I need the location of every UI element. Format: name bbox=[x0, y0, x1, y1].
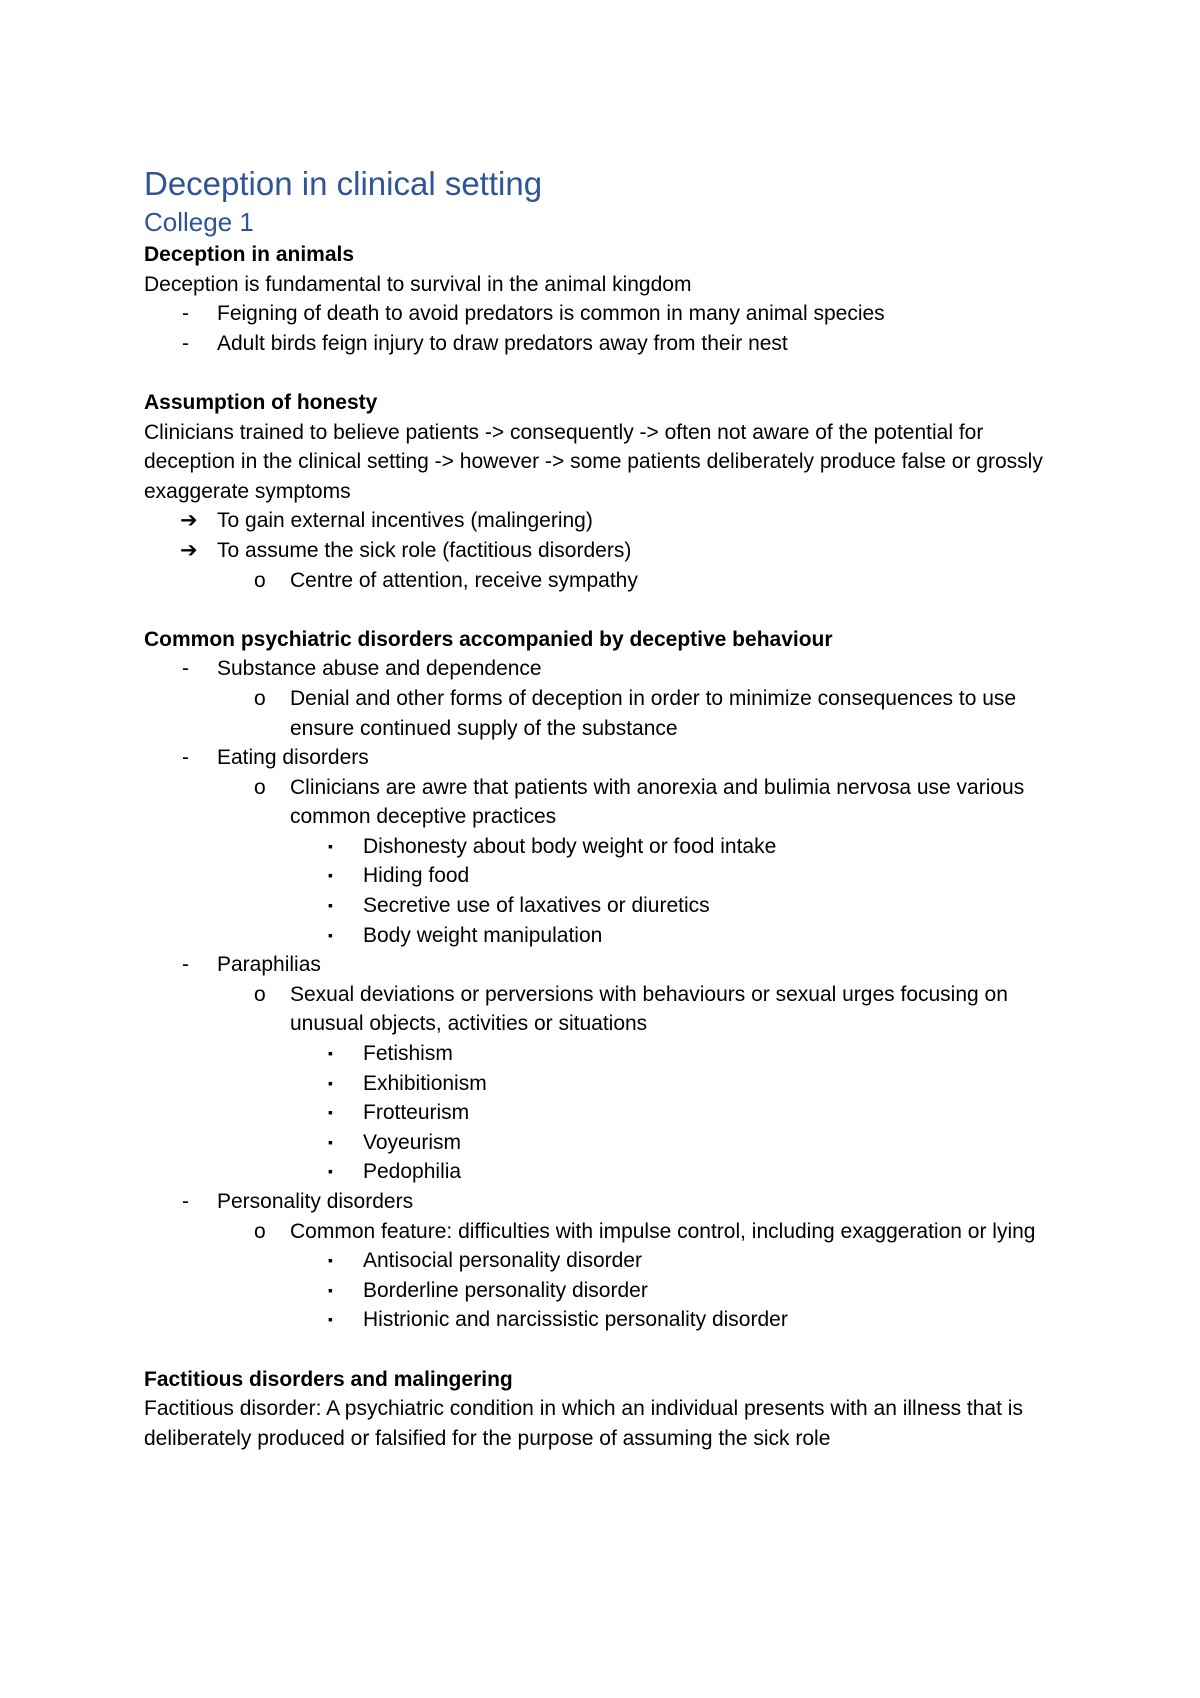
document-content bbox=[144, 164, 1064, 1453]
heading-assumption-of-honesty: Assumption of honesty bbox=[144, 390, 378, 414]
list-item-text: Fetishism bbox=[363, 1042, 453, 1066]
list-item bbox=[144, 1246, 1064, 1276]
list-item bbox=[144, 1217, 1064, 1247]
heading-common-psychiatric-disorders: Common psychiatric disorders accompanied by deceptive behaviour bbox=[144, 627, 833, 651]
list-item-text: Hiding food bbox=[363, 864, 470, 888]
list-item-text: Denial and other forms of deception in order to minimize consequences to use ensure continued supply of the substance bbox=[290, 686, 1017, 740]
list-item-text: Borderline personality disorder bbox=[363, 1278, 648, 1302]
list-item-text: Personality disorders bbox=[217, 1190, 414, 1213]
list-item-text: To gain external incentives (malingering) bbox=[217, 509, 593, 533]
square-marker: ▪ bbox=[328, 897, 333, 914]
list-item bbox=[144, 891, 1064, 921]
list-item bbox=[144, 1069, 1064, 1099]
list-item bbox=[144, 329, 1064, 359]
page-subtitle: College 1 bbox=[144, 207, 254, 237]
list-item-text: Antisocial personality disorder bbox=[363, 1249, 642, 1273]
list-item bbox=[144, 299, 1064, 329]
list-item bbox=[144, 1305, 1064, 1335]
spacer bbox=[144, 595, 1064, 625]
list-item bbox=[144, 743, 1064, 773]
list-item bbox=[144, 773, 1064, 832]
circle-marker: o bbox=[254, 982, 266, 1006]
list-item-text: Frotteurism bbox=[363, 1101, 470, 1125]
list-item-text: Centre of attention, receive sympathy bbox=[290, 568, 638, 592]
circle-marker: o bbox=[254, 568, 266, 592]
list-item-text: Sexual deviations or perversions with behaviours or sexual urges focusing on unusual objects, activities or situations bbox=[290, 982, 1008, 1036]
dash-marker: - bbox=[182, 657, 189, 681]
square-marker: ▪ bbox=[328, 1281, 333, 1298]
animals-intro: Deception is fundamental to survival in the animal kingdom bbox=[144, 272, 692, 296]
dash-marker: - bbox=[182, 746, 189, 770]
dash-marker: - bbox=[182, 953, 189, 977]
square-marker: ▪ bbox=[328, 1074, 333, 1091]
list-item bbox=[144, 1276, 1064, 1306]
list-item bbox=[144, 1039, 1064, 1069]
arrow-icon: ➔ bbox=[180, 538, 198, 562]
factitious-paragraph: Factitious disorder: A psychiatric condition in which an individual presents with an illness that is deliberately produced or falsified for the purpose of assuming the sick role bbox=[144, 1397, 1023, 1450]
page-title: Deception in clinical setting bbox=[144, 165, 543, 202]
list-item-text: To assume the sick role (factitious disorders) bbox=[217, 538, 632, 562]
square-marker: ▪ bbox=[328, 867, 333, 884]
square-marker: ▪ bbox=[328, 926, 333, 943]
list-item bbox=[144, 654, 1064, 684]
list-item-text: Adult birds feign injury to draw predators away from their nest bbox=[217, 331, 788, 355]
list-item-text: Feigning of death to avoid predators is common in many animal species bbox=[217, 302, 885, 326]
list-item bbox=[144, 832, 1064, 862]
list-item-text: Exhibitionism bbox=[363, 1071, 487, 1095]
square-marker: ▪ bbox=[328, 1311, 333, 1328]
circle-marker: o bbox=[254, 686, 266, 710]
list-item-text: Dishonesty about body weight or food intake bbox=[363, 834, 777, 858]
list-item-text: Eating disorders bbox=[217, 746, 369, 770]
circle-marker: o bbox=[254, 1219, 266, 1243]
list-item-text: Body weight manipulation bbox=[363, 923, 603, 947]
square-marker: ▪ bbox=[328, 1104, 333, 1121]
list-item-text: Common feature: difficulties with impulse control, including exaggeration or lying bbox=[290, 1219, 1036, 1243]
square-marker: ▪ bbox=[328, 1252, 333, 1269]
list-item bbox=[144, 506, 1064, 536]
square-marker: ▪ bbox=[328, 837, 333, 854]
dash-marker: - bbox=[182, 1190, 189, 1213]
list-item-text: Clinicians are awre that patients with anorexia and bulimia nervosa use various common deceptive practices bbox=[290, 775, 1025, 829]
dash-marker: - bbox=[182, 331, 189, 355]
list-item bbox=[144, 1187, 1064, 1217]
list-item bbox=[144, 684, 1064, 743]
list-item bbox=[144, 1157, 1064, 1187]
square-marker: ▪ bbox=[328, 1163, 333, 1180]
list-item-text: Voyeurism bbox=[363, 1130, 462, 1154]
heading-factitious-disorders: Factitious disorders and malingering bbox=[144, 1367, 513, 1391]
square-marker: ▪ bbox=[328, 1045, 333, 1062]
circle-marker: o bbox=[254, 775, 266, 799]
spacer bbox=[144, 358, 1064, 388]
arrow-icon: ➔ bbox=[180, 509, 198, 533]
spacer bbox=[144, 1335, 1064, 1365]
list-item bbox=[144, 1098, 1064, 1128]
list-item bbox=[144, 861, 1064, 891]
list-item-text: Pedophilia bbox=[363, 1160, 462, 1184]
list-item-text: Secretive use of laxatives or diuretics bbox=[363, 894, 710, 918]
list-item-text: Paraphilias bbox=[217, 953, 321, 977]
list-item bbox=[144, 950, 1064, 980]
list-item bbox=[144, 1128, 1064, 1158]
list-item-text: Histrionic and narcissistic personality disorder bbox=[363, 1308, 788, 1332]
square-marker: ▪ bbox=[328, 1133, 333, 1150]
list-item bbox=[144, 536, 1064, 566]
dash-marker: - bbox=[182, 302, 189, 326]
list-item bbox=[144, 921, 1064, 951]
list-item bbox=[144, 980, 1064, 1039]
list-item-text: Substance abuse and dependence bbox=[217, 657, 542, 681]
list-item bbox=[144, 566, 1064, 596]
honesty-paragraph: Clinicians trained to believe patients -> consequently -> often not aware of the potential for deception in the clinical setting -> however -> some patients deliberately produce false or grossly exaggerate symptoms bbox=[144, 420, 1043, 503]
heading-deception-in-animals: Deception in animals bbox=[144, 243, 355, 266]
